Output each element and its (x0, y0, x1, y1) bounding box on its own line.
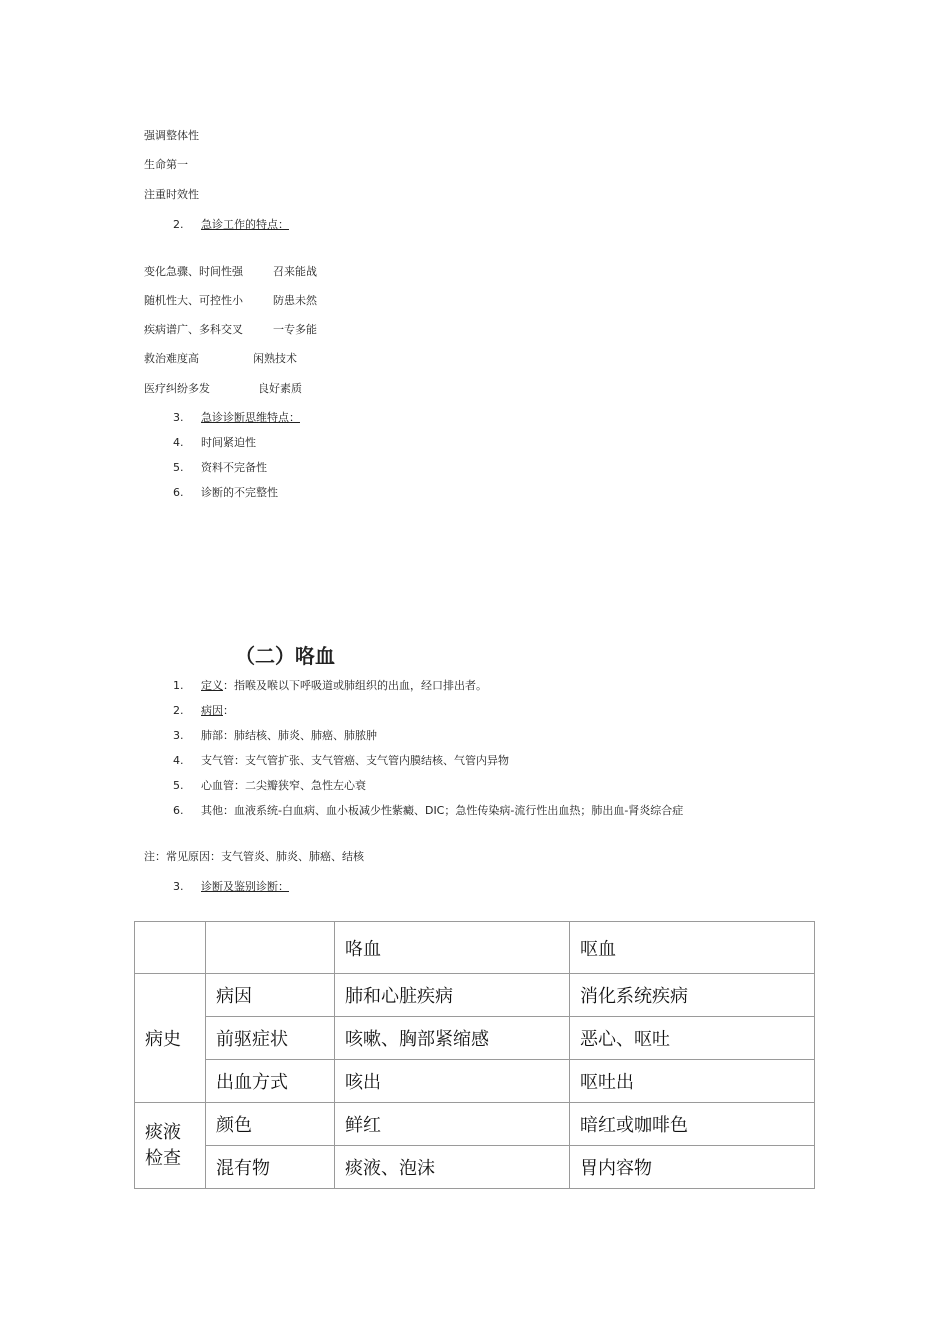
principle-line: 强调整体性 (144, 129, 199, 142)
table-cell: 咳嗽、胸部紧缩感 (335, 1017, 570, 1060)
list-number: 4. (173, 754, 184, 767)
list-item (201, 679, 487, 693)
section-title: （二）咯血 (235, 644, 335, 668)
list-number: 2. (173, 704, 184, 717)
list-item: 资料不完备性 (201, 461, 267, 474)
table-row (135, 1103, 815, 1146)
feature-left: 救治难度高 (144, 352, 199, 365)
list-number: 2. (173, 218, 184, 231)
feature-left: 随机性大、可控性小 (144, 294, 243, 307)
table-cell: 肺和心脏疾病 (335, 974, 570, 1017)
feature-left: 医疗纠纷多发 (144, 382, 210, 395)
table-header-row (135, 922, 815, 974)
feature-right: 防患未然 (273, 294, 317, 307)
table-header-cell: 呕血 (570, 922, 815, 974)
table-cell: 恶心、呕吐 (570, 1017, 815, 1060)
principle-line: 生命第一 (144, 158, 188, 171)
table-cell: 混有物 (206, 1146, 335, 1189)
table-header-cell (206, 922, 335, 974)
comparison-table (134, 921, 815, 1189)
list-number: 3. (173, 411, 184, 424)
list-number: 6. (173, 804, 184, 817)
note-text: 注：常见原因：支气管炎、肺炎、肺癌、结核 (144, 850, 364, 863)
feature-left: 疾病谱广、多科交叉 (144, 323, 243, 336)
table-header-cell (135, 922, 206, 974)
group-label: 痰液检查 (135, 1103, 206, 1189)
definition-text: ：指喉及喉以下呼吸道或肺组织的出血，经口排出者。 (223, 679, 487, 692)
list-item: 肺部：肺结核、肺炎、肺癌、肺脓肿 (201, 729, 377, 742)
list-item: 诊断的不完整性 (201, 486, 278, 499)
table-cell: 咳出 (335, 1060, 570, 1103)
table-cell: 痰液、泡沫 (335, 1146, 570, 1189)
feature-left: 变化急骤、时间性强 (144, 265, 243, 278)
group-label: 病史 (135, 974, 206, 1103)
list-item: 支气管：支气管扩张、支气管癌、支气管内膜结核、气管内异物 (201, 754, 509, 767)
list-item (201, 704, 234, 718)
table-cell: 呕吐出 (570, 1060, 815, 1103)
list-number: 5. (173, 779, 184, 792)
table-cell: 病因 (206, 974, 335, 1017)
feature-right: 闲熟技术 (253, 352, 297, 365)
list-item: 时间紧迫性 (201, 436, 256, 449)
cause-text: ： (223, 704, 234, 717)
list-number: 3. (173, 880, 184, 893)
table-row (135, 1146, 815, 1189)
list-item: 心血管：二尖瓣狭窄、急性左心衰 (201, 779, 366, 792)
table-cell: 消化系统疾病 (570, 974, 815, 1017)
list-number: 3. (173, 729, 184, 742)
list-number: 6. (173, 486, 184, 499)
table-cell: 暗红或咖啡色 (570, 1103, 815, 1146)
thinking-heading: 急诊诊断思维特点： (201, 411, 300, 424)
feature-right: 一专多能 (273, 323, 317, 336)
feature-right: 召来能战 (273, 265, 317, 278)
list-number: 5. (173, 461, 184, 474)
diagnosis-heading: 诊断及鉴别诊断： (201, 880, 289, 893)
table-cell: 胃内容物 (570, 1146, 815, 1189)
table-cell: 前驱症状 (206, 1017, 335, 1060)
cause-label: 病因 (201, 704, 223, 717)
table-row (135, 974, 815, 1017)
list-number: 4. (173, 436, 184, 449)
features-heading: 急诊工作的特点： (201, 218, 289, 231)
definition-label: 定义 (201, 679, 223, 692)
principle-line: 注重时效性 (144, 188, 199, 201)
table-cell: 出血方式 (206, 1060, 335, 1103)
table-header-cell: 咯血 (335, 922, 570, 974)
list-item: 其他：血液系统-白血病、血小板减少性紫癜、DIC；急性传染病-流行性出血热；肺出血-肾炎综合症 (201, 804, 684, 817)
table-row (135, 1017, 815, 1060)
table-row (135, 1060, 815, 1103)
table-cell: 颜色 (206, 1103, 335, 1146)
list-number: 1. (173, 679, 184, 692)
feature-right: 良好素质 (258, 382, 302, 395)
table-cell: 鲜红 (335, 1103, 570, 1146)
